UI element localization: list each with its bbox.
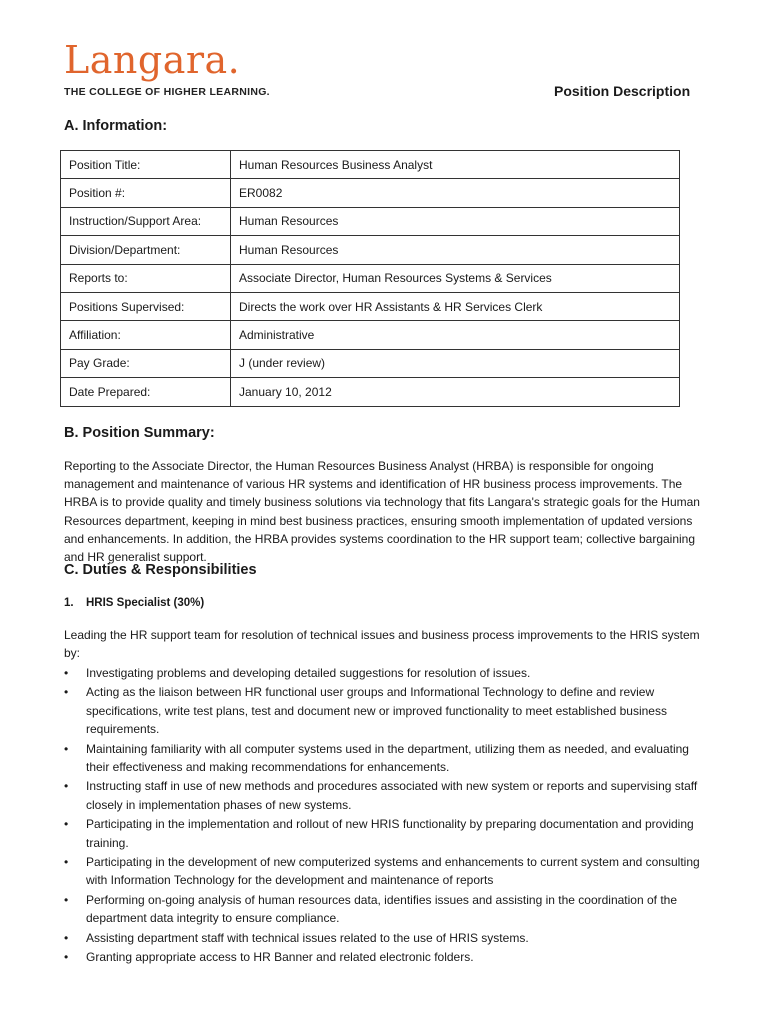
table-row (61, 321, 680, 349)
section-a-heading: A. Information: (64, 118, 168, 134)
list-item-text: Instructing staff in use of new methods and procedures associated with new system or reports and supervising staff closely in implementation phases of new systems. (86, 779, 698, 812)
duty-subheading (64, 597, 204, 609)
table-row (61, 207, 680, 235)
bullet-icon: • (64, 741, 69, 756)
logo-tagline: THE COLLEGE OF HIGHER LEARNING. (64, 86, 270, 98)
row-value: Directs the work over HR Assistants & HR Services Clerk (231, 292, 680, 320)
row-value: Administrative (231, 321, 680, 349)
row-label: Reports to: (61, 264, 231, 292)
row-value: J (under review) (231, 349, 680, 377)
row-label: Affiliation: (61, 321, 231, 349)
list-item-text: Participating in the development of new computerized systems and enhancements to current system and consulting with Information Technology for the development and maintenance of reports (86, 855, 700, 888)
bullet-icon: • (64, 855, 69, 870)
list-item-text: Performing on-going analysis of human resources data, identifies issues and assisting in the coordination of the department data integrity to ensure compliance. (86, 892, 678, 926)
bullet-icon: • (64, 666, 69, 680)
list-item (64, 891, 714, 928)
list-item (64, 853, 714, 890)
table-row (61, 151, 680, 179)
section-b-heading: B. Position Summary: (64, 425, 215, 441)
row-label: Division/Department: (61, 236, 231, 264)
table-row (61, 264, 680, 292)
table-row (61, 292, 680, 320)
row-label: Positions Supervised: (61, 292, 231, 320)
table-row (61, 236, 680, 264)
bullet-icon: • (64, 685, 69, 700)
row-value: January 10, 2012 (231, 378, 680, 406)
bullet-icon: • (64, 950, 69, 965)
list-item (64, 740, 714, 777)
logo-wordmark: Langara. (64, 38, 241, 82)
row-label: Instruction/Support Area: (61, 207, 231, 235)
bullet-icon: • (64, 892, 69, 907)
row-value: Human Resources Business Analyst (231, 151, 680, 179)
section-c-heading: C. Duties & Responsibilities (64, 562, 257, 578)
college-logo (64, 38, 270, 98)
table-row (61, 349, 680, 377)
list-item (64, 929, 714, 947)
information-table (60, 150, 680, 407)
list-item-text: Maintaining familiarity with all computer systems used in the department, utilizing them as needed, and evaluating their effectiveness and making recommendations for enhancements. (86, 741, 689, 775)
row-value: Human Resources (231, 236, 680, 264)
list-item (64, 815, 714, 852)
row-value: Associate Director, Human Resources Systems & Services (231, 264, 680, 292)
row-label: Position #: (61, 179, 231, 207)
row-value: ER0082 (231, 179, 680, 207)
row-label: Date Prepared: (61, 378, 231, 406)
document-title: Position Description (554, 83, 691, 99)
position-summary-text: Reporting to the Associate Director, the Human Resources Business Analyst (HRBA) is responsible for ongoing management and maintenance of various HR systems and identification of HR business process improvements. The HRBA is to provide quality and timely business solutions via technology that fits Langara's strategic goals for the Human Resources department, keeping in mind best business practices, ensuring smooth implementation of updated versions and enhancements. In addition, the HRBA provides systems coordination to the HR support team; collective bargaining and HR generalist support. (64, 459, 700, 565)
table-row (61, 179, 680, 207)
list-item-text: Participating in the implementation and rollout of new HRIS functionality by preparing documentation and providing training. (86, 817, 694, 850)
list-item (64, 777, 714, 814)
row-label: Position Title: (61, 151, 231, 179)
duty-title: HRIS Specialist (30%) (86, 597, 205, 609)
bullet-icon: • (64, 817, 69, 832)
list-item-text: Assisting department staff with technical issues related to the use of HRIS systems. (86, 930, 529, 945)
list-item (64, 948, 714, 966)
list-item-text: Granting appropriate access to HR Banner and related electronic folders. (86, 950, 474, 965)
row-label: Pay Grade: (61, 349, 231, 377)
row-value: Human Resources (231, 207, 680, 235)
table-row (61, 378, 680, 406)
list-item (64, 683, 714, 738)
list-item (64, 664, 714, 682)
bullet-icon: • (64, 779, 69, 794)
duty-number: 1. (64, 597, 74, 609)
duty-intro-text: Leading the HR support team for resolution of technical issues and business process improvements to the HRIS system by: (64, 628, 700, 661)
bullet-icon: • (64, 930, 69, 945)
list-item-text: Acting as the liaison between HR functional user groups and Informational Technology to define and review specifications, write test plans, test and document new or improved functionality to meet established business requirements. (86, 685, 667, 737)
duty-bullet-list (64, 664, 714, 968)
list-item-text: Investigating problems and developing detailed suggestions for resolution of issues. (86, 666, 531, 680)
